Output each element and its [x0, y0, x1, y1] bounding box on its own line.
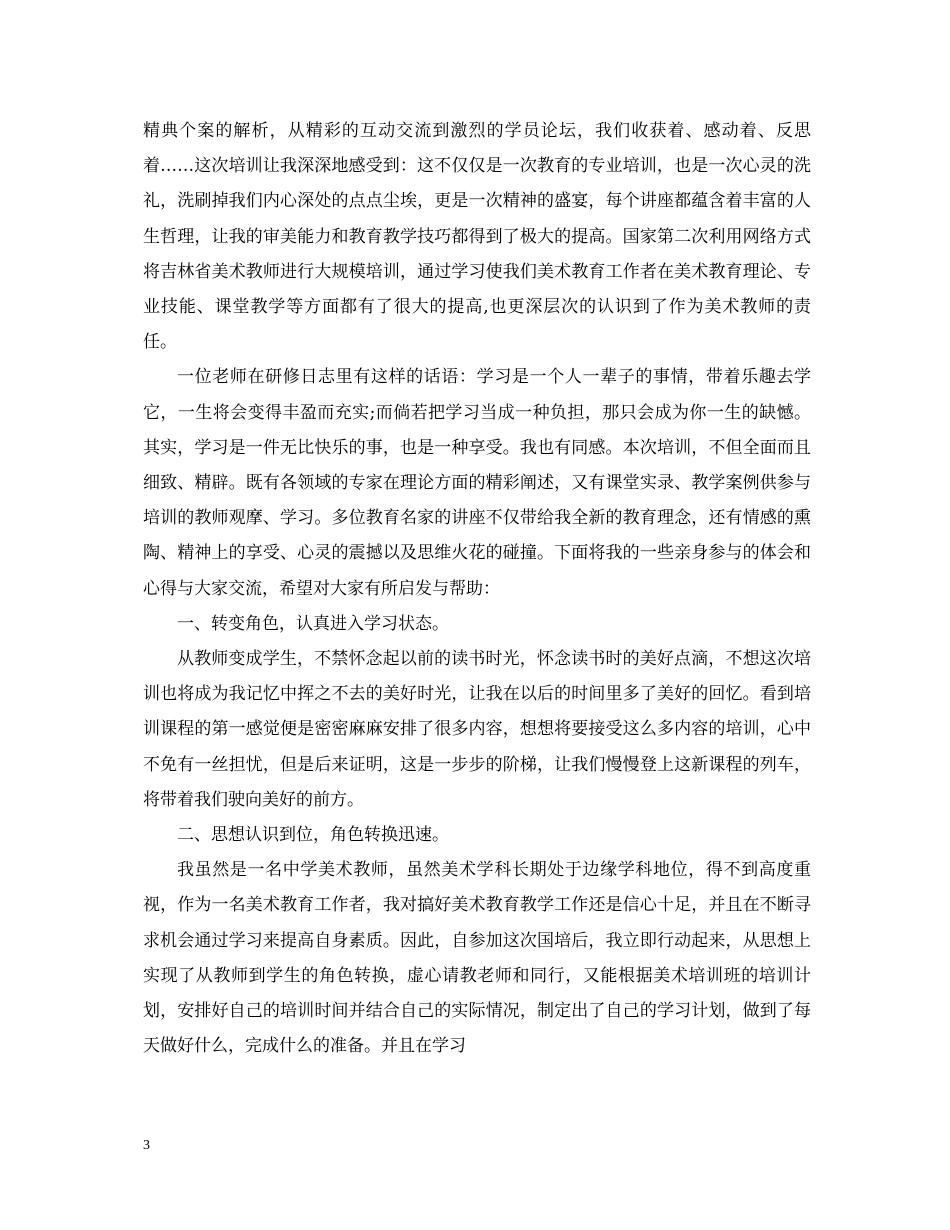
- paragraph-3: 从教师变成学生，不禁怀念起以前的读书时光，怀念读书时的美好点滴，不想这次培训也将成为我记忆中挥之不去的美好时光，让我在以后的时间里多了美好的回忆。看到培训课程的第一感觉便是密密麻麻安排了很多内容，想想将要接受这么多内容的培训，心中不免有一丝担忧，但是后来证明，这是一步步的阶梯，让我们慢慢登上这新课程的列车，将带着我们驶向美好的前方。: [143, 649, 811, 810]
- paragraph-1: 精典个案的解析，从精彩的互动交流到激烈的学员论坛，我们收获着、感动着、反思着……这次培训让我深深地感受到：这不仅仅是一次教育的专业培训，也是一次心灵的洗礼，洗刷掉我们内心深处的点点尘埃，更是一次精神的盛宴，每个讲座都蕴含着丰富的人生哲理，让我的审美能力和教育教学技巧都得到了极大的提高。国家第二次利用网络方式将吉林省美术教师进行大规模培训，通过学习使我们美术教育工作者在美术教育理论、专业技能、课堂教学等方面都有了很大的提高,也更深层次的认识到了作为美术教师的责任。: [143, 121, 811, 353]
- paragraph-2: 一位老师在研修日志里有这样的话语：学习是一个人一辈子的事情，带着乐趣去学它，一生将会变得丰盈而充实;而倘若把学习当成一种负担，那只会成为你一生的缺憾。其实，学习是一件无比快乐的事，也是一种享受。我也有同感。本次培训，不但全面而且细致、精辟。既有各领域的专家在理论方面的精彩阐述，又有课堂实录、教学案例供参与培训的教师观摩、学习。多位教育名家的讲座不仅带给我全新的教育理念，还有情感的熏陶、精神上的享受、心灵的震撼以及思维火花的碰撞。下面将我的一些亲身参与的体会和心得与大家交流，希望对大家有所启发与帮助：: [143, 367, 811, 599]
- paragraph-4: 我虽然是一名中学美术教师，虽然美术学科长期处于边缘学科地位，得不到高度重视，作为一名美术教育工作者，我对搞好美术教育教学工作还是信心十足，并且在不断寻求机会通过学习来提高自身素质。因此，自参加这次国培后，我立即行动起来，从思想上实现了从教师到学生的角色转换，虚心请教老师和同行，又能根据美术培训班的培训计划，安排好自己的培训时间并结合自己的实际情况，制定出了自己的学习计划，做到了每天做好什么，完成什么的准备。并且在学习: [143, 860, 811, 1057]
- page-number: 3: [143, 1138, 150, 1153]
- section-heading-1: 一、转变角色，认真进入学习状态。: [177, 613, 449, 634]
- document-body: [143, 114, 811, 1064]
- section-heading-2: 二、思想认识到位，角色转换迅速。: [177, 825, 449, 846]
